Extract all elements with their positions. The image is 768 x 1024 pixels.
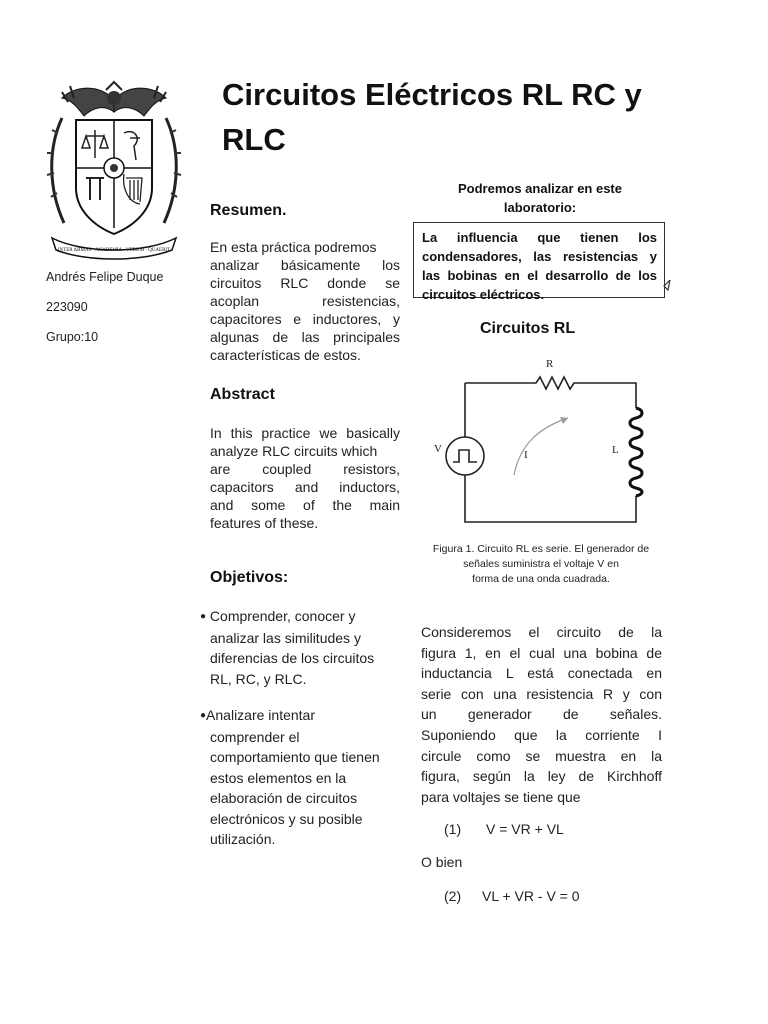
- resumen-line: acoplan resistencias,: [210, 293, 400, 309]
- callout-line: condensadores, las resistencias y: [422, 249, 657, 264]
- abstract-line: analyze RLC circuits which: [210, 443, 378, 459]
- o-bien-text: O bien: [421, 854, 463, 870]
- title-line-2: RLC: [222, 122, 286, 157]
- abstract-line: and some of the main: [210, 497, 400, 513]
- equation-1: V = VR + VL: [486, 821, 564, 837]
- document-title: [222, 72, 722, 162]
- square-wave-source-icon: [446, 437, 484, 475]
- abstract-line: are coupled resistors,: [210, 461, 400, 477]
- resumen-heading: Resumen.: [210, 202, 287, 219]
- list-item: ● Comprender, conocer y analizar las similitudes y diferencias de los circuitos RL, RC, y RLC.: [200, 608, 375, 687]
- equation-2-number: (2): [444, 888, 462, 904]
- title-line-1: Circuitos Eléctricos RL RC y: [222, 77, 642, 112]
- abstract-heading: Abstract: [210, 386, 275, 403]
- list-item: ●Analizare intentar comprender el comportamiento que tienen estos elementos en la elaboración de circuitos electrónicos y su posible utilización.: [200, 707, 380, 847]
- author-name: Andrés Felipe Duque: [46, 270, 164, 284]
- callout-line: La influencia que tienen los: [422, 230, 657, 245]
- resumen-line: características de estos.: [210, 347, 361, 363]
- rl-paragraph: Consideremos el circuito de la figura 1, en el cual una bobina de inductancia L está conectada en serie con una resistencia R y con un generador de señales. Suponiendo que la corriente I circule como se muestra en la figura, según la ley de Kirchhoff para voltajes se tiene que: [421, 624, 662, 805]
- resumen-line: circuitos RLC donde se: [210, 275, 400, 291]
- resumen-line: En esta práctica podremos: [210, 239, 377, 255]
- equation-1-number: (1): [444, 821, 462, 837]
- university-coat-of-arms-icon: [44, 78, 184, 260]
- resumen-line: capacitores e inductores, y: [210, 311, 400, 327]
- resumen-line: algunas de las principales: [210, 329, 400, 345]
- callout-fold-icon: [640, 280, 672, 302]
- callout-box: [413, 222, 665, 302]
- abstract-line: capacitors and inductors,: [210, 479, 400, 495]
- rl-circuit-figure: [428, 350, 668, 535]
- callout-line: circuitos eléctricos.: [422, 287, 545, 302]
- bullet-icon: ●: [200, 710, 207, 721]
- callout-title: Podremos analizar en este laboratorio:: [457, 181, 622, 215]
- callout-line: las bobinas en el desarrollo de los: [422, 268, 657, 283]
- crest-motto: INTER ARMAS · ACADEMIA · VERUM · QUAERIT: [57, 248, 171, 253]
- author-id: 223090: [46, 300, 88, 314]
- resumen-paragraph: [210, 238, 400, 364]
- label-i: I: [524, 449, 528, 461]
- abstract-line: features of these.: [210, 515, 319, 531]
- bullet-icon: ●: [200, 611, 207, 622]
- figure-caption: Figura 1. Circuito RL es serie. El generador de señales suministra el voltaje V en forma de una onda cuadrada.: [432, 543, 650, 585]
- circuitos-rl-heading: Circuitos RL: [480, 320, 576, 337]
- label-v: V: [434, 443, 442, 455]
- label-l: L: [612, 444, 619, 456]
- abstract-paragraph: [210, 424, 400, 532]
- abstract-line: In this practice we basically: [210, 425, 400, 441]
- label-r: R: [546, 358, 554, 370]
- equation-2: VL + VR - V = 0: [482, 888, 580, 904]
- resumen-line: analizar básicamente los: [210, 257, 400, 273]
- objetivos-heading: Objetivos:: [210, 569, 289, 586]
- author-group: Grupo:10: [46, 330, 99, 344]
